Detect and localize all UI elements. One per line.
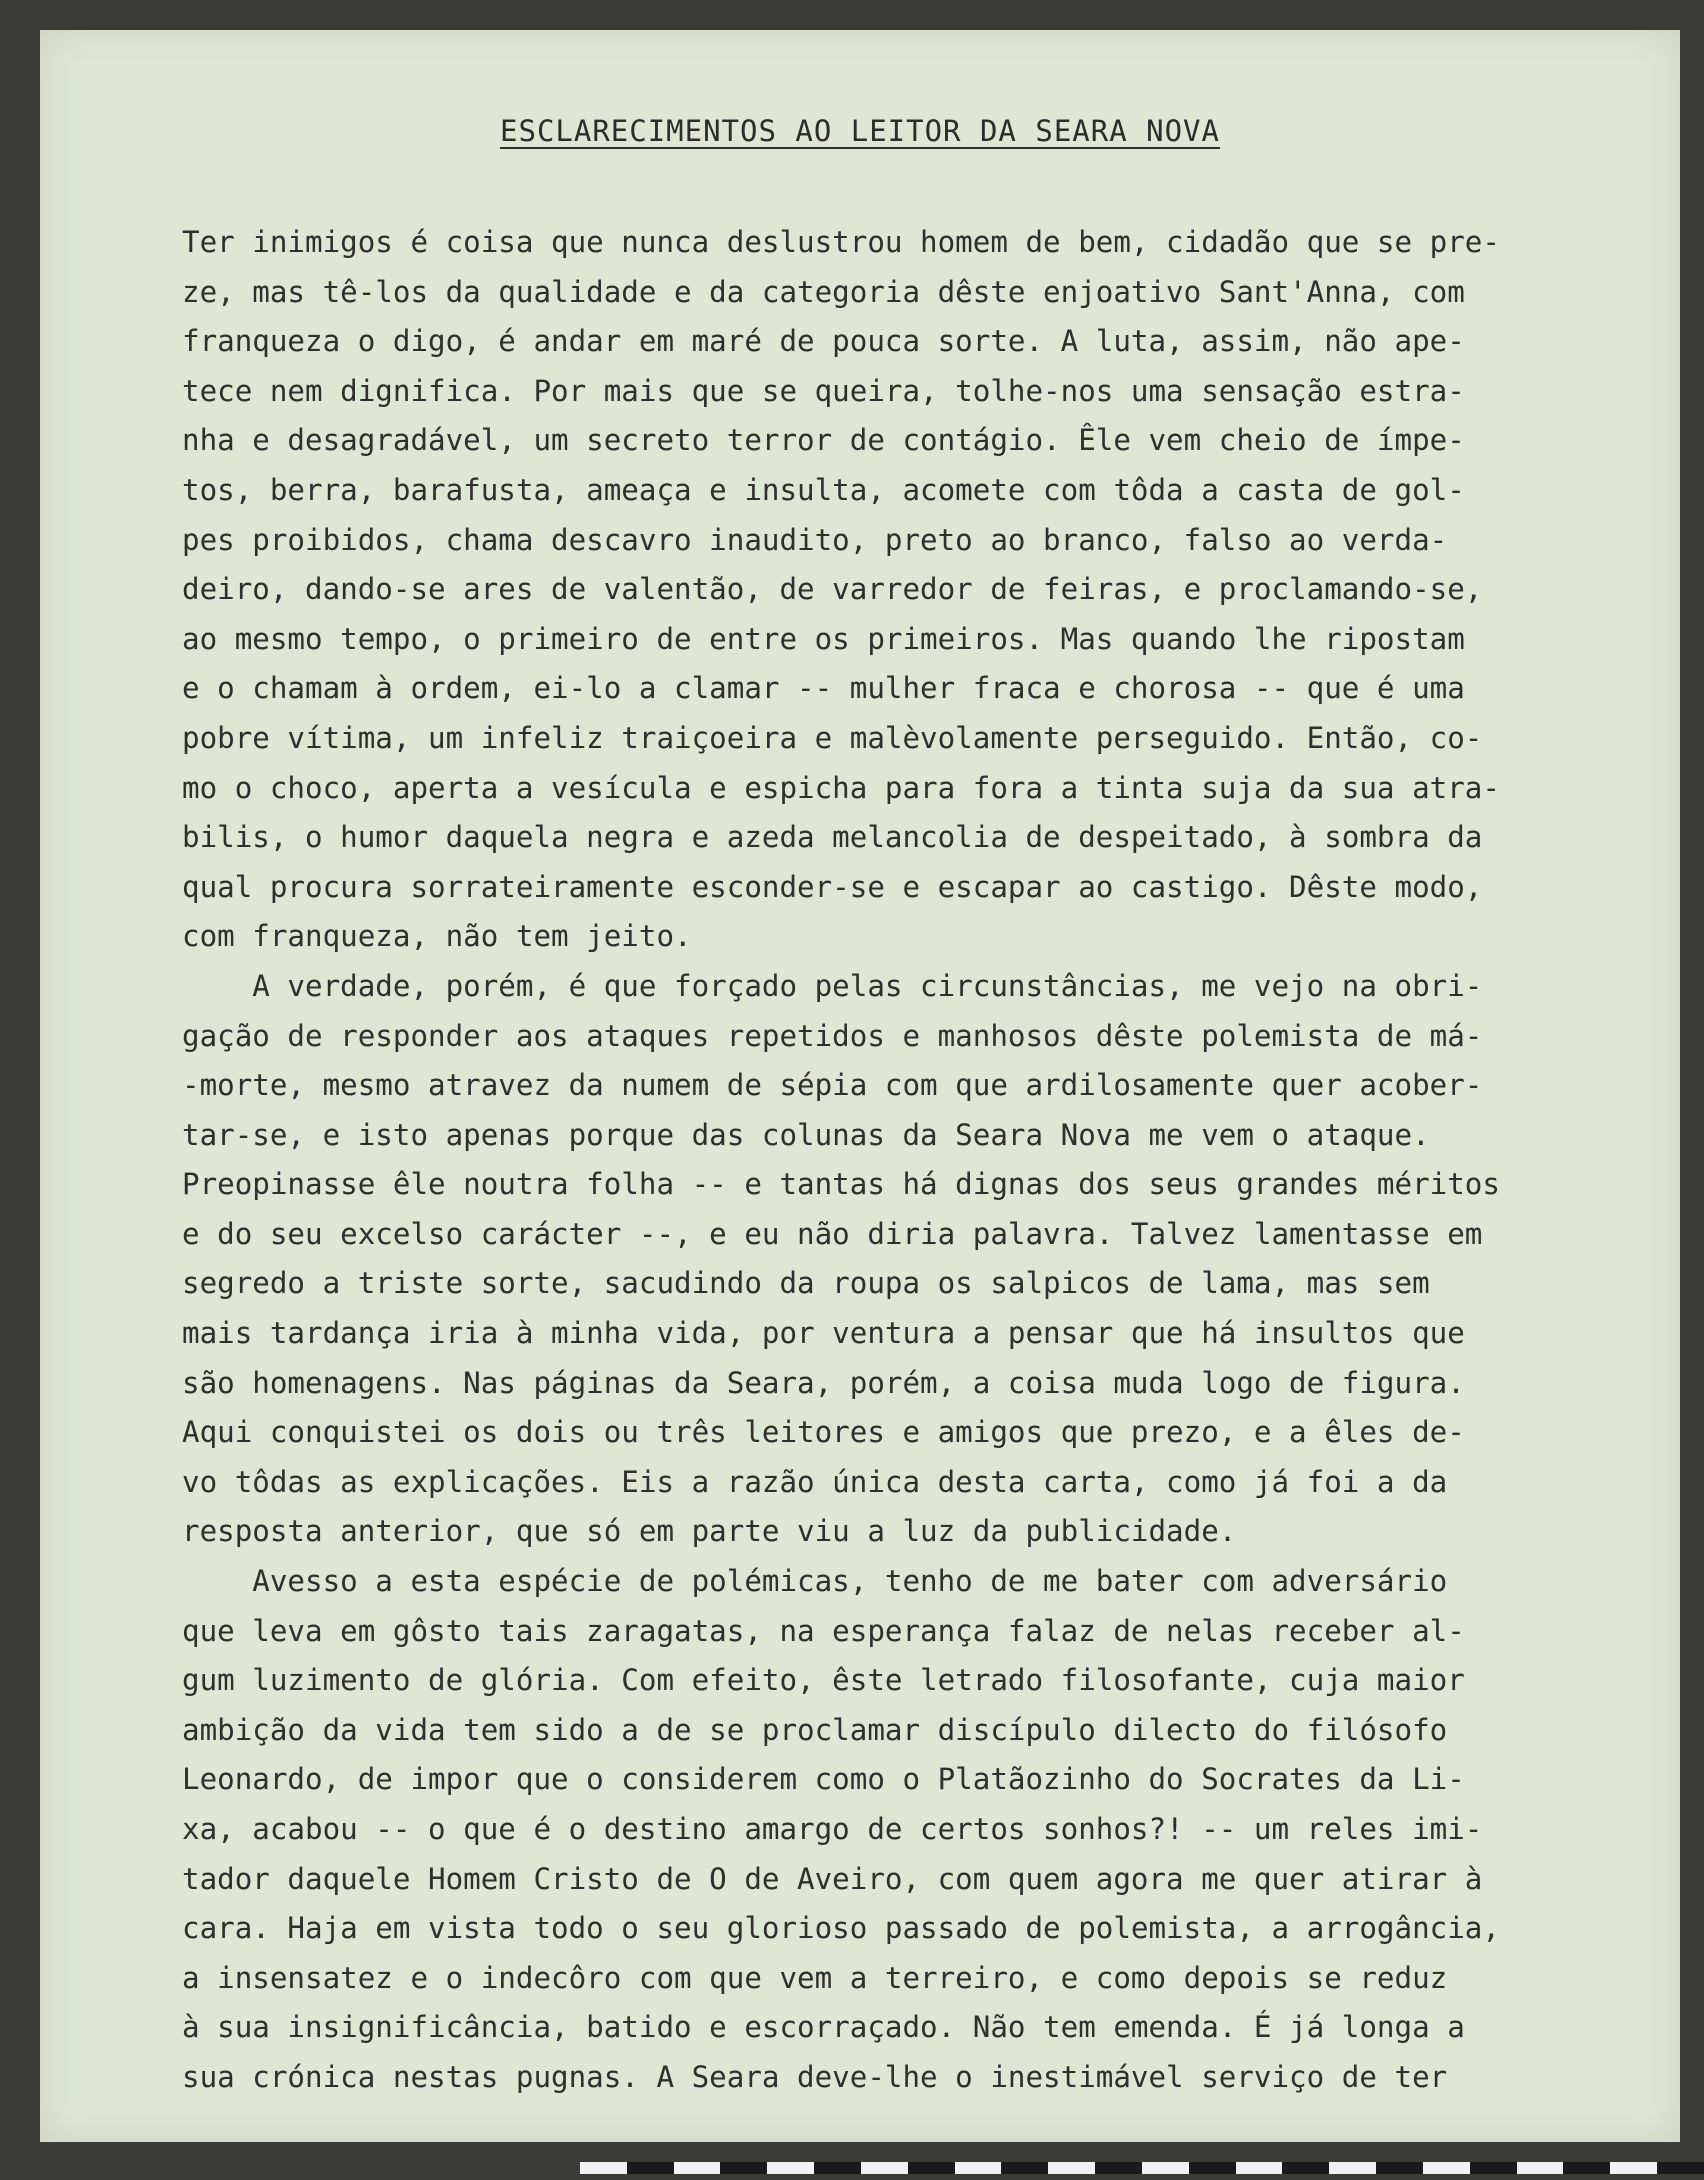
text-line: mais tardança iria à minha vida, por ventura a pensar que há insultos que (182, 1316, 1465, 1351)
text-line: -morte, mesmo atravez da numem de sépia com que ardilosamente quer acober- (182, 1068, 1483, 1103)
text-line: que leva em gôsto tais zaragatas, na esperança falaz de nelas receber al- (182, 1613, 1465, 1648)
text-line: tador daquele Homem Cristo de O de Aveiro, com quem agora me quer atirar à (182, 1861, 1483, 1896)
text-line: segredo a triste sorte, sacudindo da roupa os salpicos de lama, mas sem (182, 1266, 1430, 1301)
text-line: Avesso a esta espécie de polémicas, tenho de me bater com adversário (182, 1564, 1448, 1599)
text-line: mo o choco, aperta a vesícula e espicha para fora a tinta suja da sua atra- (182, 770, 1500, 805)
text-line: tece nem dignifica. Por mais que se queira, tolhe-nos uma sensação estra- (182, 373, 1465, 408)
text-line: ao mesmo tempo, o primeiro de entre os primeiros. Mas quando lhe ripostam (182, 621, 1465, 656)
text-line: vo tôdas as explicações. Eis a razão única desta carta, como já foi a da (182, 1464, 1448, 1499)
text-line: sua crónica nestas pugnas. A Seara deve-lhe o inestimável serviço de ter (182, 2059, 1448, 2094)
text-line: xa, acabou -- o que é o destino amargo de certos sonhos?! -- um reles imi- (182, 1812, 1483, 1846)
text-line: a insensatez e o indecôro com que vem a terreiro, e como depois se reduz (182, 1960, 1448, 1995)
text-line: A verdade, porém, é que forçado pelas circunstâncias, me vejo na obri- (182, 968, 1483, 1003)
text-line: gação de responder aos ataques repetidos e manhosos dêste polemista de má- (182, 1018, 1483, 1053)
text-line: Leonardo, de impor que o considerem como o Platãozinho do Socrates da Li- (182, 1762, 1465, 1797)
text-line: gum luzimento de glória. Com efeito, êste letrado filosofante, cuja maior (182, 1663, 1465, 1698)
text-line: ze, mas tê-los da qualidade e da categoria dêste enjoativo Sant'Anna, com (182, 274, 1465, 309)
text-line: Ter inimigos é coisa que nunca deslustrou homem de bem, cidadão que se pre- (182, 225, 1500, 259)
text-line: pes proibidos, chama descavro inaudito, preto ao branco, falso ao verda- (182, 522, 1448, 557)
text-line: tar-se, e isto apenas porque das colunas da Seara Nova me vem o ataque. (182, 1117, 1430, 1152)
text-line: Aqui conquistei os dois ou três leitores e amigos que prezo, e a êles de- (182, 1415, 1465, 1450)
text-line: são homenagens. Nas páginas da Seara, porém, a coisa muda logo de figura. (182, 1365, 1465, 1400)
document-body (182, 218, 1622, 2103)
text-line: qual procura sorrateiramente esconder-se e escapar ao castigo. Dêste modo, (182, 869, 1483, 904)
scan-color-bar (580, 2162, 1704, 2174)
text-line: e o chamam à ordem, ei-lo a clamar -- mulher fraca e chorosa -- que é uma (182, 671, 1465, 706)
text-line: e do seu excelso carácter --, e eu não diria palavra. Talvez lamentasse em (182, 1216, 1483, 1251)
text-line: cara. Haja em vista todo o seu glorioso passado de polemista, a arrogância, (182, 1911, 1500, 1946)
document-title: ESCLARECIMENTOS AO LEITOR DA SEARA NOVA (500, 114, 1220, 148)
typewritten-sheet (40, 30, 1680, 2142)
text-line: nha e desagradável, um secreto terror de contágio. Êle vem cheio de ímpe- (182, 423, 1465, 458)
text-line: resposta anterior, que só em parte viu a luz da publicidade. (182, 1514, 1237, 1549)
text-line: tos, berra, barafusta, ameaça e insulta, acomete com tôda a casta de gol- (182, 472, 1465, 507)
text-line: à sua insignificância, batido e escorraçado. Não tem emenda. É já longa a (182, 2010, 1465, 2045)
text-line: com franqueza, não tem jeito. (182, 919, 692, 954)
text-line: bilis, o humor daquela negra e azeda melancolia de despeitado, à sombra da (182, 820, 1483, 855)
text-line: franqueza o digo, é andar em maré de pouca sorte. A luta, assim, não ape- (182, 324, 1465, 359)
text-line: deiro, dando-se ares de valentão, de varredor de feiras, e proclamando-se, (182, 572, 1483, 607)
text-line: pobre vítima, um infeliz traiçoeira e malèvolamente perseguido. Então, co- (182, 720, 1483, 755)
text-line: ambição da vida tem sido a de se proclamar discípulo dilecto do filósofo (182, 1712, 1448, 1747)
text-line: Preopinasse êle noutra folha -- e tantas há dignas dos seus grandes méritos (182, 1167, 1500, 1202)
